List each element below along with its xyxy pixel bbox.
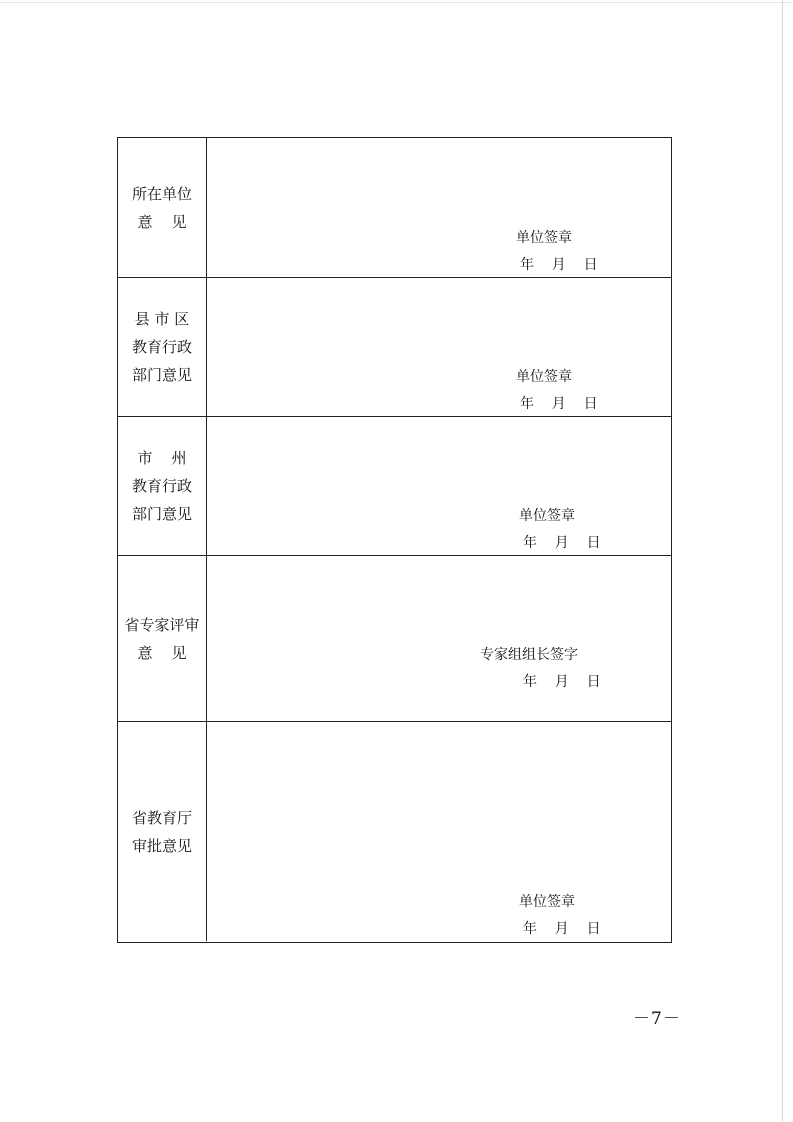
signature-block	[516, 364, 598, 418]
label-line: 审批意见	[131, 836, 192, 855]
date-line: 年 月 日	[523, 535, 601, 551]
date-line: 年 月 日	[523, 921, 601, 937]
label-line: 省教育厅	[131, 808, 192, 827]
signature-block	[516, 225, 598, 279]
label-cell	[118, 722, 207, 941]
label-line: 教育行政	[131, 338, 192, 356]
row-city-education-opinion	[118, 416, 671, 555]
date-line: 年 月 日	[523, 674, 601, 690]
label-line: 所在单位	[131, 184, 192, 203]
scan-edge-right	[782, 0, 783, 1122]
signature-label: 单位签章	[516, 230, 572, 246]
row-provincial-education-approval	[118, 721, 671, 941]
signature-block	[519, 503, 601, 557]
row-provincial-expert-review	[118, 555, 671, 721]
page-number: －7－	[633, 1009, 681, 1029]
approval-table	[117, 137, 672, 943]
signature-label: 专家组组长签字	[480, 647, 578, 663]
scan-edge-top	[0, 2, 793, 3]
date-line: 年 月 日	[520, 257, 598, 273]
label-cell	[118, 138, 207, 277]
date-line: 年 月 日	[520, 396, 598, 412]
signature-block	[480, 642, 601, 696]
signature-label: 单位签章	[519, 894, 575, 910]
label-line: 县 市 区	[134, 310, 190, 328]
label-line: 市 州	[137, 449, 187, 467]
label-line: 部门意见	[131, 505, 192, 523]
row-county-education-opinion	[118, 277, 671, 416]
label-cell	[118, 556, 207, 721]
label-line: 意 见	[137, 212, 187, 231]
signature-block	[519, 889, 601, 943]
label-line: 意 见	[137, 643, 187, 662]
label-line: 部门意见	[131, 366, 192, 384]
signature-label: 单位签章	[516, 369, 572, 385]
label-line: 教育行政	[131, 477, 192, 495]
label-line: 省专家评审	[124, 615, 200, 634]
label-cell	[118, 278, 207, 416]
signature-label: 单位签章	[519, 508, 575, 524]
row-unit-opinion	[118, 138, 671, 277]
label-cell	[118, 417, 207, 555]
